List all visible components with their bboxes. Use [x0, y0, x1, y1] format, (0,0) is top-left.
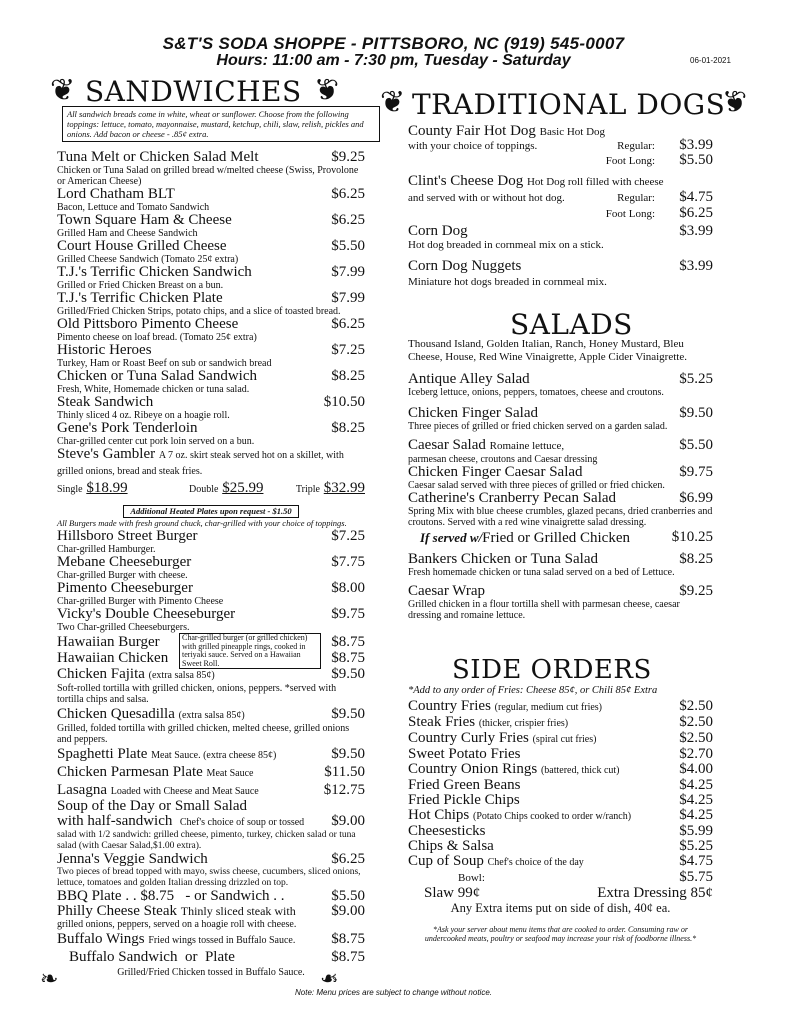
item-name: Lord Chatham BLT [57, 186, 175, 202]
item-price: $5.25 [679, 371, 713, 387]
menu-item [408, 715, 713, 731]
item-price: $9.75 [679, 464, 713, 480]
item-name: Chips & Salsa [408, 838, 494, 854]
item-price: $6.25 [331, 851, 365, 867]
menu-item: County Fair Hot Dog Basic Hot Dog with your choice of toppings. Regular: $3.99 Foot Long: $5.50 [408, 123, 713, 168]
item-price: $8.75 [331, 650, 365, 666]
item-name: Vicky's Double Cheeseburger [57, 606, 236, 622]
salads-title: SALADS [510, 308, 633, 341]
sandwiches-title: SANDWICHES [85, 75, 302, 108]
item-desc: Grilled, folded tortilla with grilled chicken, melted cheese, grilled onions and peppers. [57, 723, 350, 745]
menu-item [57, 239, 365, 265]
item-name: Bankers Chicken or Tuna Salad [408, 551, 598, 567]
item-name: Chicken Finger Caesar Salad [408, 464, 583, 480]
item-price: $5.50 [679, 437, 713, 453]
menu-date: 06-01-2021 [690, 56, 731, 65]
item-price: $6.25 [331, 212, 365, 228]
menu-item [408, 552, 713, 578]
item-desc: Fresh, White, Homemade chicken or tuna salad. [57, 384, 250, 395]
chicken-addon: If served w/Fried or Grilled Chicken $10.25 [420, 529, 713, 546]
item-name: Hillsboro Street Burger [57, 528, 198, 544]
item-desc: salad with 1/2 sandwich: grilled cheese, pimento, turkey, chicken salad or tuna salad (with Caesar Salad,$1.00 extra). [57, 830, 356, 851]
item-name: Soup of the Day or Small Salad [57, 798, 247, 814]
item-price: $8.75 [331, 634, 365, 650]
item-name: T.J.'s Terrific Chicken Plate [57, 290, 223, 306]
item-desc: parmesan cheese, croutons and Caesar dressing [408, 454, 598, 465]
item-price: $6.99 [679, 490, 713, 506]
item-desc: Three pieces of grilled or fried chicken served on a garden salad. [408, 421, 668, 432]
item-name: Chicken Fajita (extra salsa 85¢) [57, 666, 215, 682]
item-name: Tuna Melt or Chicken Salad Melt [57, 149, 259, 165]
item-name: Town Square Ham & Cheese [57, 212, 232, 228]
item-desc: Grilled Ham and Cheese Sandwich [57, 228, 198, 239]
item-name: Fried Pickle Chips [408, 792, 520, 808]
sandwich-note: All sandwich breads come in white, wheat or sunflower. Choose from the following toppings: lettuce, tomato, mayonnaise, mustard, ketchup, chili, slaw, relish, pickles and onions. Add bacon or cheese - .85¢ extra. [62, 106, 380, 142]
item-price: $2.50 [679, 714, 713, 730]
item-desc: Bacon, Lettuce and Tomato Sandwich [57, 202, 210, 213]
item-desc: Grilled or Fried Chicken Breast on a bun. [57, 280, 224, 291]
item-desc: Iceberg lettuce, onions, peppers, tomatoes, cheese and croutons. [408, 387, 664, 398]
item-name: Buffalo Sandwich or Plate [69, 949, 235, 965]
item-price: $9.50 [331, 666, 365, 682]
item-name: Spaghetti Plate Meat Sauce. (extra cheese 85¢) [57, 746, 277, 762]
item-name: Country Onion Rings (battered, thick cut) [408, 761, 620, 777]
item-price: $9.00 [331, 903, 365, 919]
ornament-icon: ❧ [320, 967, 339, 992]
menu-item [408, 762, 713, 778]
ornament-icon: ❦ [380, 85, 406, 120]
item-name: Cup of Soup Chef's choice of the day [408, 853, 584, 869]
menu-item [57, 667, 365, 705]
item-price: $2.70 [679, 746, 713, 762]
menu-item [408, 372, 713, 398]
item-name: Country Fries (regular, medium cut fries) [408, 698, 603, 714]
item-price: $8.25 [331, 368, 365, 384]
hours: Hours: 11:00 am - 7:30 pm, Tuesday - Saturday [216, 52, 571, 69]
fries-note: *Add to any order of Fries: Cheese 85¢, or Chili 85¢ Extra [408, 685, 658, 696]
side-orders-list [408, 685, 713, 943]
item-price: $9.25 [331, 149, 365, 165]
item-price: $7.99 [331, 290, 365, 306]
item-price: $5.50 [331, 888, 365, 904]
item-name: Old Pittsboro Pimento Cheese [57, 316, 239, 332]
item-name: T.J.'s Terrific Chicken Sandwich [57, 264, 252, 280]
side-orders-title: SIDE ORDERS [452, 655, 652, 685]
menu-item: Clint's Cheese Dog Hot Dog roll filled with cheese and served with or without hot dog. Regular: $4.75 Foot Long: $6.25 [408, 173, 713, 221]
menu-item [408, 584, 713, 621]
item-desc: Grilled chicken in a flour tortilla shell with parmesan cheese, caesar dressing and romaine lettuce. [408, 599, 680, 621]
dressings-list: Thousand Island, Golden Italian, Ranch, Honey Mustard, Bleu Cheese, House, Red Wine Vinaigrette, Apple Cider Vinaigrette. [408, 338, 687, 363]
menu-item [408, 778, 713, 793]
ornament-icon: ❦ [314, 73, 340, 108]
menu-item [408, 406, 713, 432]
menu-item [408, 839, 713, 854]
item-desc: Caesar salad served with three pieces of grilled or fried chicken. [408, 480, 665, 491]
dogs-list [408, 124, 713, 289]
bowl-row: Bowl: $5.75 [458, 869, 713, 885]
item-name: Steak Sandwich [57, 394, 154, 410]
item-desc: Pimento cheese on loaf bread. (Tomato 25¢ extra) [57, 332, 257, 343]
menu-item [57, 747, 365, 763]
ornament-icon: ❦ [722, 85, 748, 120]
item-desc: Char-grilled Hamburger. [57, 544, 156, 555]
item-price: $11.50 [324, 764, 365, 780]
item-price: $9.75 [331, 606, 365, 622]
menu-item: Buffalo Wings Fried wings tossed in Buffalo Sauce. $8.75 [57, 931, 365, 947]
item-name: Hot Chips (Potato Chips cooked to order w/ranch) [408, 807, 632, 823]
menu-item [57, 213, 365, 239]
item-price: $7.25 [331, 342, 365, 358]
item-price: $9.50 [331, 706, 365, 722]
menu-item [408, 259, 713, 289]
menu-item [57, 369, 365, 395]
menu-item: Philly Cheese Steak Thinly sliced steak with $9.00 grilled onions, peppers, served on a hoagie roll with cheese. [57, 903, 365, 930]
item-price: $7.99 [331, 264, 365, 280]
menu-item [57, 889, 365, 904]
item-name: Jenna's Veggie Sandwich [57, 851, 208, 867]
menu-item [57, 581, 365, 607]
menu-item [408, 731, 713, 747]
menu-item [57, 765, 365, 781]
extra-items-note: Any Extra items put on side of dish, 40¢ ea. [450, 901, 671, 915]
item-price: $4.25 [679, 792, 713, 808]
menu-item [57, 447, 365, 497]
menu-item [408, 824, 713, 839]
item-price: $7.75 [331, 554, 365, 570]
menu-item [57, 707, 365, 745]
menu-item: Caesar Salad Romaine lettuce, $5.50 parmesan cheese, croutons and Caesar dressing [408, 437, 713, 465]
item-desc: Miniature hot dogs breaded in cornmeal mix. [408, 276, 607, 288]
item-name: Caesar Wrap [408, 583, 485, 599]
item-desc: Soft-rolled tortilla with grilled chicken, onions, peppers. *served with tortilla chips and salsa. [57, 683, 337, 705]
menu-item [57, 343, 365, 369]
sandwich-list [57, 150, 365, 978]
item-desc: Chicken or Tuna Salad on grilled bread w/melted cheese (Swiss, Provolone or American Cheese) [57, 165, 359, 187]
item-price: $9.00 [331, 813, 365, 829]
item-name: Country Curly Fries (spiral cut fries) [408, 730, 597, 746]
item-price: $5.50 [331, 238, 365, 254]
item-name: Antique Alley Salad [408, 371, 530, 387]
item-name: Hawaiian Chicken [57, 650, 169, 666]
menu-item [57, 950, 365, 978]
item-desc: Two pieces of bread topped with mayo, swiss cheese, cucumbers, sliced onions, lettuce, tomatoes and golden Italian dressing drizzled on top. [57, 867, 361, 888]
item-name: Chicken or Tuna Salad Sandwich [57, 368, 257, 384]
item-desc: Grilled/Fried Chicken Strips, potato chips, and a slice of toasted bread. [57, 306, 341, 317]
burger-note: All Burgers made with fresh ground chuck, char-grilled with your choice of toppings. [57, 518, 347, 528]
item-name: Lasagna Loaded with Cheese and Meat Sauce [57, 782, 259, 798]
item-price: $6.25 [331, 186, 365, 202]
dogs-title: TRADITIONAL DOGS [412, 88, 726, 121]
ornament-icon: ❧ [40, 967, 59, 992]
item-name: Corn Dog [408, 223, 468, 239]
item-price: $9.25 [679, 583, 713, 599]
menu-item: Soup of the Day or Small Salad with half-sandwich Chef's choice of soup or tossed $9.00 salad with 1/2 sandwich: grilled cheese, pimento, turkey, chicken salad or tuna salad (with Caesar Salad,$1.00 extra). [57, 798, 365, 851]
item-name: Steve's Gambler A 7 oz. skirt steak served hot on a skillet, with grilled onions, bread and steak fries. [57, 446, 344, 477]
item-desc: Char-grilled Burger with Pimento Cheese [57, 596, 224, 607]
item-name: Chicken Quesadilla (extra salsa 85¢) [57, 706, 245, 722]
menu-item [57, 852, 365, 889]
item-name: Fried Green Beans [408, 777, 521, 793]
salads-list [408, 338, 713, 621]
item-price: $5.25 [679, 838, 713, 854]
item-price: $6.25 [331, 316, 365, 332]
item-price: $10.25 [671, 529, 713, 545]
item-price: $4.25 [679, 807, 713, 823]
item-desc: Char-grilled Burger with cheese. [57, 570, 188, 581]
menu-item [57, 783, 365, 799]
item-desc: Two Char-grilled Cheeseburgers. [57, 622, 190, 633]
menu-item [408, 854, 713, 870]
ornament-icon: ❦ [50, 73, 76, 108]
item-name: Corn Dog Nuggets [408, 258, 522, 274]
item-name: Sweet Potato Fries [408, 746, 521, 762]
item-name: Historic Heroes [57, 342, 152, 358]
food-safety-disclaimer: *Ask your server about menu items that are cooked to order. Consuming raw or undercooked meats, poultry or seafood may increase your risk of foodborne illness.* [424, 925, 697, 943]
item-price: $3.99 [679, 258, 713, 274]
menu-item [57, 187, 365, 213]
item-price: $6.25 [679, 205, 713, 221]
hawaiian-items [57, 633, 365, 668]
slaw-row: Slaw 99¢ Extra Dressing 85¢ [424, 885, 713, 901]
menu-item [408, 465, 713, 491]
item-price: $3.99 [679, 137, 713, 153]
item-desc: Grilled Cheese Sandwich (Tomato 25¢ extra) [57, 254, 239, 265]
menu-item [57, 607, 365, 633]
item-price: $9.50 [679, 405, 713, 421]
item-price: $12.75 [323, 782, 365, 798]
item-desc: Spring Mix with blue cheese crumbles, glazed pecans, dried cranberries and croutons. Served with a red wine vinaigrette salad dressing. [408, 506, 713, 528]
item-name: Court House Grilled Cheese [57, 238, 227, 254]
item-desc: grilled onions, peppers, served on a hoagie roll with cheese. [57, 919, 297, 930]
menu-item [57, 529, 365, 555]
item-desc: Thinly sliced 4 oz. Ribeye on a hoagie roll. [57, 410, 230, 421]
item-price: $7.25 [331, 528, 365, 544]
item-desc: Grilled/Fried Chicken tossed in Buffalo Sauce. [117, 967, 305, 978]
item-price: $9.50 [331, 746, 365, 762]
item-name: Catherine's Cranberry Pecan Salad [408, 490, 617, 506]
item-price: $4.00 [679, 761, 713, 777]
item-price: $5.99 [679, 823, 713, 839]
item-name: Pimento Cheeseburger [57, 580, 193, 596]
item-name: BBQ Plate . . $8.75 - or Sandwich . . [57, 888, 285, 904]
item-price: $8.75 [331, 949, 365, 965]
item-price: $10.50 [323, 394, 365, 410]
menu-item [57, 317, 365, 343]
item-price: $4.25 [679, 777, 713, 793]
menu-item [57, 150, 365, 187]
item-desc: Hot dog breaded in cornmeal mix on a stick. [408, 239, 604, 251]
item-price: $4.75 [679, 853, 713, 869]
item-name: Gene's Pork Tenderloin [57, 420, 198, 436]
gambler-prices: Single $18.99 Double $25.99 Triple $32.99 [57, 480, 365, 496]
price-note: Note: Menu prices are subject to change without notice. [295, 988, 492, 997]
item-name: Chicken Finger Salad [408, 405, 538, 421]
item-desc: Turkey, Ham or Roast Beef on sub or sandwich bread [57, 358, 272, 369]
item-name: Mebane Cheeseburger [57, 554, 192, 570]
menu-item [57, 265, 365, 291]
menu-item [408, 491, 713, 546]
item-price: $8.00 [331, 580, 365, 596]
item-price: $5.75 [679, 869, 713, 885]
item-price: $8.25 [679, 551, 713, 567]
item-desc: Char-grilled center cut pork loin served on a bun. [57, 436, 255, 447]
item-desc: Fresh homemade chicken or tuna salad served on a bed of Lettuce. [408, 567, 675, 578]
heated-plates-note: Additional Heated Plates upon request - $1.50 [123, 505, 298, 518]
item-name: Chicken Parmesan Plate Meat Sauce [57, 764, 254, 780]
menu-item [57, 555, 365, 581]
menu-item [408, 224, 713, 252]
item-price: $5.50 [679, 152, 713, 168]
menu-item [57, 291, 365, 317]
item-price: $2.50 [679, 730, 713, 746]
menu-item [57, 421, 365, 447]
item-price: $3.99 [679, 223, 713, 239]
item-name: Steak Fries (thicker, crispier fries) [408, 714, 569, 730]
item-name: Cheesesticks [408, 823, 486, 839]
item-price: $8.25 [331, 420, 365, 436]
item-price: $8.75 [331, 931, 365, 947]
item-price: $2.50 [679, 698, 713, 714]
menu-item [408, 793, 713, 808]
restaurant-header: S&T'S SODA SHOPPE - PITTSBORO, NC (919) 545-0007 [162, 34, 625, 53]
menu-item [57, 395, 365, 421]
item-price: $4.75 [679, 189, 713, 205]
menu-item [408, 808, 713, 824]
item-name: Hawaiian Burger [57, 634, 160, 650]
menu-item [408, 747, 713, 762]
menu-item [408, 699, 713, 715]
hawaiian-desc: Char-grilled burger (or grilled chicken) with grilled pineapple rings, cooked in teriyaki sauce. Served on a Hawaiian Sweet Roll. [179, 633, 321, 669]
